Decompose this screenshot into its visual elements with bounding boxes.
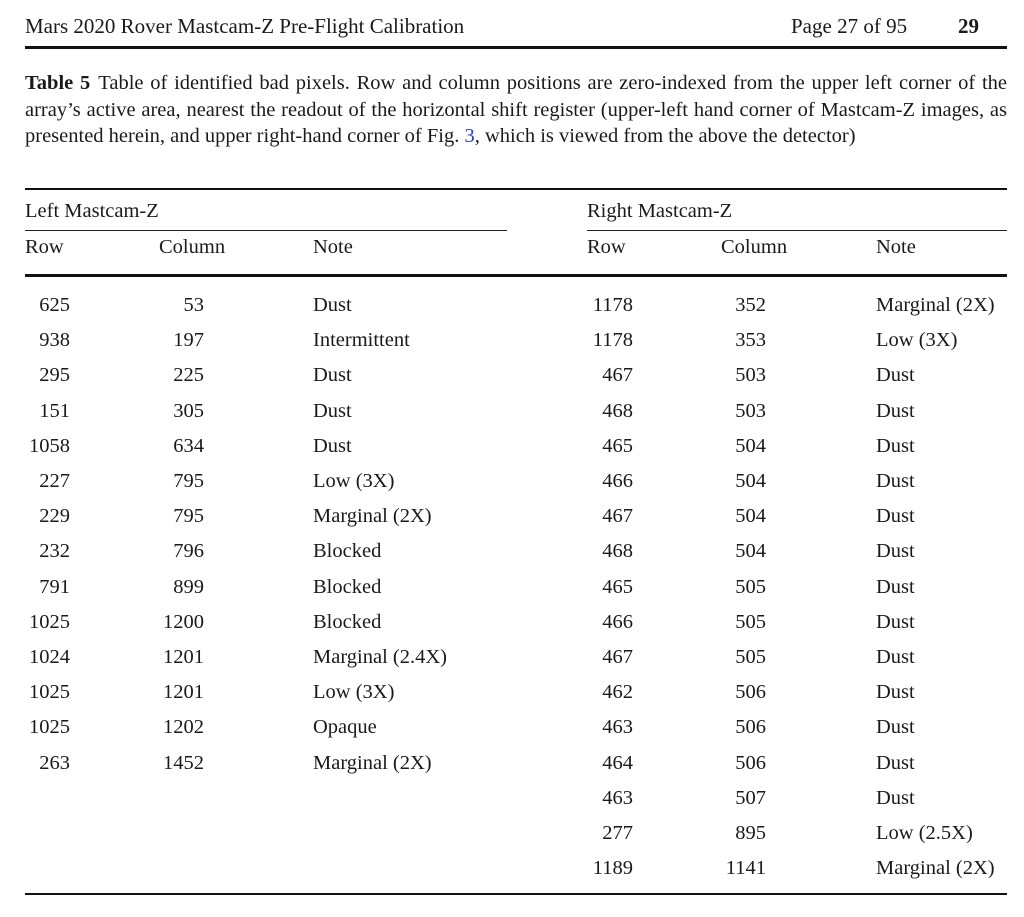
table-bottom-rule <box>25 893 1007 895</box>
right-group-rule <box>587 230 1007 231</box>
row-value: 1025 <box>29 610 70 633</box>
column-value: 506 <box>735 751 766 774</box>
note-value: Dust <box>876 470 915 492</box>
note-value: Dust <box>313 399 352 422</box>
note-value: Dust <box>313 364 352 387</box>
table-label: Table 5 <box>25 72 91 94</box>
left-header-note: Note <box>313 236 353 258</box>
column-value: 1201 <box>163 681 204 704</box>
row-value: 1189 <box>592 857 633 880</box>
row-value: 466 <box>602 610 633 633</box>
note-value: Dust <box>876 610 915 633</box>
column-value: 197 <box>173 329 204 352</box>
note-value: Marginal (2X) <box>313 505 432 528</box>
left-header-column: Column <box>159 236 226 258</box>
column-value: 505 <box>735 610 766 633</box>
column-value: 305 <box>173 399 204 422</box>
row-value: 1178 <box>592 294 633 316</box>
note-value: Opaque <box>313 716 377 739</box>
note-value: Marginal (2X) <box>876 294 995 316</box>
row-value: 791 <box>39 575 70 598</box>
column-value: 504 <box>735 505 766 528</box>
right-header-column: Column <box>721 236 788 258</box>
note-value: Blocked <box>313 575 382 598</box>
column-value: 503 <box>735 399 766 422</box>
column-value: 225 <box>173 364 204 387</box>
row-value: 232 <box>39 540 70 563</box>
row-value: 229 <box>39 505 70 528</box>
row-value: 1178 <box>592 329 633 352</box>
column-value: 899 <box>173 575 204 598</box>
page-header <box>25 12 1007 49</box>
column-value: 1200 <box>163 610 204 633</box>
row-value: 625 <box>39 294 70 316</box>
note-value: Dust <box>313 294 352 316</box>
row-value: 465 <box>602 575 633 598</box>
row-value: 468 <box>602 399 633 422</box>
note-value: Blocked <box>313 610 382 633</box>
note-value: Dust <box>876 540 915 563</box>
note-value: Dust <box>876 575 915 598</box>
column-value: 895 <box>735 822 766 844</box>
row-value: 464 <box>602 751 633 774</box>
row-value: 467 <box>602 505 633 528</box>
column-value: 507 <box>735 786 766 809</box>
row-value: 463 <box>602 716 633 739</box>
note-value: Dust <box>876 364 915 387</box>
right-header-note: Note <box>876 236 916 258</box>
row-value: 263 <box>39 751 70 774</box>
column-value: 1201 <box>163 646 204 668</box>
table-top-rule <box>25 188 1007 190</box>
column-value: 504 <box>735 434 766 457</box>
left-group-title: Left Mastcam-Z <box>25 200 159 222</box>
note-value: Intermittent <box>313 329 410 352</box>
row-value: 467 <box>602 364 633 387</box>
column-value: 795 <box>173 505 204 528</box>
note-value: Low (3X) <box>876 329 958 352</box>
caption-text: Table of identified bad pixels. Row and column positions are zero-indexed from the upper left corner of the array’s active area, nearest the readout of the horizontal shift register (upper-left hand corner of Mastcam-Z images, as presented herein, and upper right-hand corner of Fig. <box>25 72 1007 147</box>
column-value: 352 <box>735 294 766 316</box>
note-value: Dust <box>876 505 915 528</box>
column-value: 53 <box>183 294 204 316</box>
note-value: Marginal (2X) <box>313 751 432 774</box>
note-value: Dust <box>876 716 915 739</box>
column-value: 1141 <box>725 857 766 880</box>
column-value: 503 <box>735 364 766 387</box>
column-value: 504 <box>735 540 766 563</box>
note-value: Low (3X) <box>313 470 395 492</box>
caption-text-end: , which is viewed from the above the detector) <box>474 125 856 147</box>
column-value: 1452 <box>163 751 204 774</box>
column-value: 506 <box>735 681 766 704</box>
column-value: 634 <box>173 434 204 457</box>
page-number: 29 <box>958 14 979 38</box>
right-header-row: Row <box>587 236 626 258</box>
column-value: 504 <box>735 470 766 492</box>
row-value: 1058 <box>29 434 70 457</box>
row-value: 468 <box>602 540 633 563</box>
row-value: 1024 <box>29 646 70 668</box>
note-value: Dust <box>876 681 915 704</box>
left-header-row: Row <box>25 236 64 258</box>
column-value: 506 <box>735 716 766 739</box>
row-value: 465 <box>602 434 633 457</box>
note-value: Dust <box>876 751 915 774</box>
left-group-rule <box>25 230 507 231</box>
row-value: 467 <box>602 646 633 668</box>
row-value: 466 <box>602 470 633 492</box>
note-value: Marginal (2X) <box>876 857 995 880</box>
row-value: 1025 <box>29 681 70 704</box>
note-value: Dust <box>876 786 915 809</box>
column-value: 505 <box>735 575 766 598</box>
table-caption <box>25 70 1007 150</box>
note-value: Low (3X) <box>313 681 395 704</box>
row-value: 277 <box>602 822 633 844</box>
page-label: Page 27 of 95 <box>791 14 908 38</box>
note-value: Low (2.5X) <box>876 822 973 844</box>
right-group-title: Right Mastcam-Z <box>587 200 733 222</box>
column-value: 795 <box>173 470 204 492</box>
note-value: Marginal (2.4X) <box>313 646 447 668</box>
row-value: 938 <box>39 329 70 352</box>
figure-reference-link[interactable]: 3 <box>464 125 475 147</box>
column-value: 505 <box>735 646 766 668</box>
row-value: 295 <box>39 364 70 387</box>
column-value: 353 <box>735 329 766 352</box>
row-value: 227 <box>39 470 70 492</box>
note-value: Dust <box>876 434 915 457</box>
column-value: 1202 <box>163 716 204 739</box>
table-header-rule <box>25 274 1007 277</box>
note-value: Dust <box>876 646 915 668</box>
column-value: 796 <box>173 540 204 563</box>
note-value: Blocked <box>313 540 382 563</box>
row-value: 463 <box>602 786 633 809</box>
note-value: Dust <box>876 399 915 422</box>
row-value: 462 <box>602 681 633 704</box>
note-value: Dust <box>313 434 352 457</box>
row-value: 151 <box>39 399 70 422</box>
running-title: Mars 2020 Rover Mastcam-Z Pre-Flight Calibration <box>25 14 465 38</box>
row-value: 1025 <box>29 716 70 739</box>
